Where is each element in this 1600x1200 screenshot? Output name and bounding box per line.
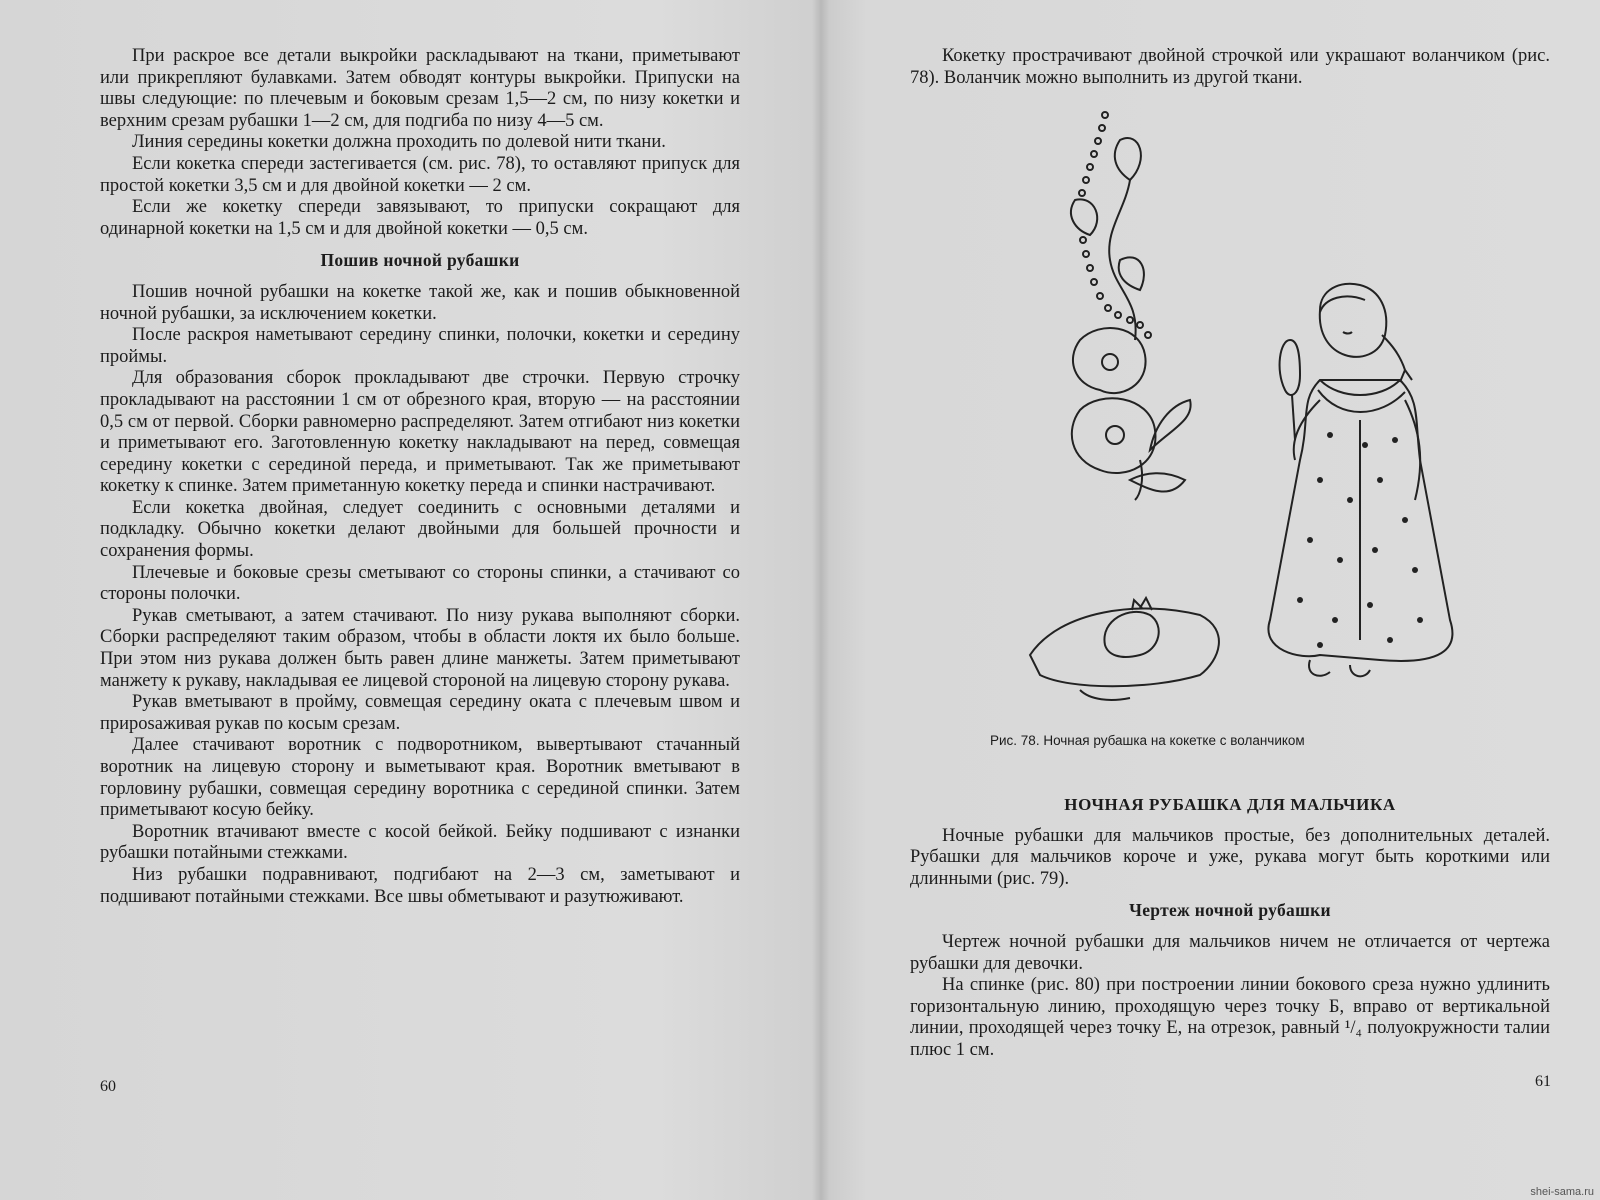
paragraph: После раскроя наметывают середину спинки, полочки, кокетки и середину проймы.: [100, 325, 740, 367]
sub-heading: Чертеж ночной рубашки: [1129, 900, 1331, 921]
leaf: [1130, 473, 1185, 491]
paragraph: Линия середины кокетки должна проходить по долевой нити ткани.: [132, 132, 666, 153]
paragraph: Если же кокетку спереди завязывают, то припуски сокращают для одинарной кокетки на 1,5 см и для двойной кокетки — 0,5 см.: [100, 197, 740, 239]
figure-caption: Рис. 78. Ночная рубашка на кокетке с воланчиком: [990, 733, 1305, 748]
figure-78-illustration: [1020, 100, 1480, 710]
right-top-paragraph-block: [910, 46, 1550, 89]
right-lower-text: [910, 780, 1550, 1062]
paragraph: Плечевые и боковые срезы сметывают со стороны спинки, а стачивают со стороны полочки.: [100, 562, 740, 605]
leaf: [1071, 199, 1097, 235]
paragraph: Пошив ночной рубашки на кокетке такой же, как и пошив обыкновенной ночной рубашки, за исключением кокетки.: [100, 281, 740, 324]
girl-figure: [1268, 284, 1452, 677]
section-heading: Пошив ночной рубашки: [320, 250, 520, 271]
paragraph: Ночные рубашки для мальчиков простые, без дополнительных деталей. Рубашки для мальчиков короче и уже, рукава могут быть короткими или длинными (рис. 79).: [910, 825, 1550, 889]
paragraph: Рукав сметывают, а затем стачивают. По низу рукава выполняют сборки. Сборки распределяют таким образом, чтобы в области локтя их было больше. При этом низ рукава должен быть равен длине манжеты. Затем приметывают манжету к рукаву, накладывая ее лицевой стороной на лицевую сторону рукава.: [100, 605, 740, 691]
paragraph: Если кокетка спереди застегивается (см. рис. 78), то оставляют припуск для простой кокетки 3,5 см и для двойной кокетки — 2 см.: [100, 153, 740, 196]
paragraph: Кокетку простpачивают двойной строчкой или украшают воланчиком (рис. 78). Воланчик можно выполнить из другой ткани.: [910, 46, 1550, 88]
flower: [1072, 398, 1156, 473]
paragraph: Для образования сборок прокладывают две строчки. Первую строчку прокладывают на расстоянии 1 см от обрезного края, вторую — на расстоянии 0,5 см от первой. Сборки равномерно распределяют. Затем отгибают низ кокетки и приметывают его. Заготовленную кокетку накладывают на перед, совмещая середину кокетки с серединой переда, и приметывают. Так же приметывают кокетку к спинке. Затем приметанную кокетку переда и спинки настрачивают.: [100, 368, 740, 497]
paragraph: Чертеж ночной рубашки для мальчиков ничем не отличается от чертежа рубашки для девочки.: [910, 931, 1550, 974]
page-number-left: 60: [100, 1078, 116, 1095]
paragraph: На спинке (рис. 80) при построении линии бокового среза нужно удлинить горизонтальную линию, проходящую через точку Б, вправо от вертикальной линии, проходящей через точку Е, на отрезок, равный ¹/₄ полуокружности талии плюс 1 см.: [910, 975, 1550, 1060]
paragraph: Если кокетка двойная, следует соединить с основными деталями и подкладку. Обычно кокетки делают двойными для большей прочности и сохранения формы.: [100, 497, 740, 562]
watermark: shei-sama.ru: [1530, 1186, 1594, 1198]
page-number-right: 61: [1535, 1073, 1551, 1090]
leaf: [1150, 400, 1191, 450]
paragraph: Далее стачивают воротник с подворотником, вывертывают стачанный воротник на лицевую сторону и выметывают края. Воротник вметывают в горловину рубашки, совмещая середину воротника с серединой спинки. Затем приметывают косую бейку.: [100, 735, 740, 821]
sleeping-cat: [1104, 612, 1158, 657]
paragraph: Низ рубашки подравнивают, подгибают на 2—3 см, заметывают и подшивают потайными стежками. Все швы обметывают и разутюживают.: [100, 864, 740, 907]
paragraph: Рукав вметывают в пройму, совмещая середину оката с плечевым швом и приposаживая рукав по косым срезам.: [100, 692, 740, 734]
cushion: [1030, 608, 1219, 686]
hand-mirror: [1280, 340, 1300, 395]
left-page-text: [100, 46, 740, 908]
leaf: [1119, 257, 1144, 290]
paragraph: Воротник втачивают вместе с косой бейкой. Бейку подшивают с изнанки рубашки потайными стежками.: [100, 821, 740, 864]
paragraph: При раскрое все детали выкройки раскладывают на ткани, приметывают или прикрепляют булавками. Затем обводят контуры выкройки. Припуски на швы следующие: по плечевым и боковым срезам 1,5—2 см, по низу кокетки и верхним срезам рубашки 1—2 см, для подгиба по низу 4—5 см.: [100, 46, 740, 131]
book-gutter: [812, 0, 830, 1200]
section-heading: НОЧНАЯ РУБАШКА ДЛЯ МАЛЬЧИКА: [1064, 795, 1396, 814]
leaf: [1115, 138, 1141, 180]
